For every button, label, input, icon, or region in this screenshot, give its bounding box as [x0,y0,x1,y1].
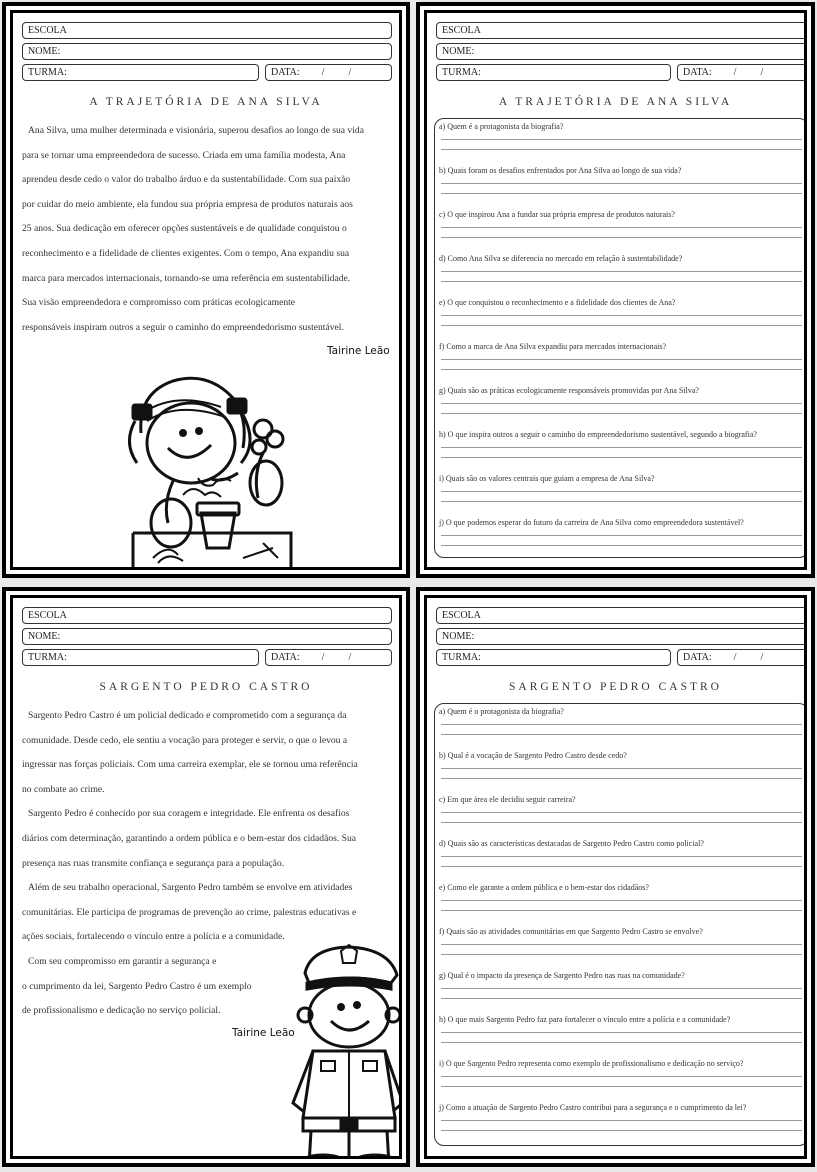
data-field[interactable] [265,64,392,81]
girl-gardening-illustration [113,363,303,567]
worksheet-pedro-questions [416,587,815,1167]
text-line: aprendeu desde cedo o valor do trabalho árduo e da sustentabilidade. Com sua paixão [22,174,351,186]
answer-line[interactable] [441,447,802,448]
answer-line[interactable] [441,1032,802,1033]
text-line: Sargento Pedro é conhecido por sua coragem e integridade. Ele enfrenta os desafios [28,808,350,820]
escola-field[interactable] [436,22,804,39]
question-text: i) Quais são os valores centrais que guiam a empresa de Ana Silva? [439,474,655,483]
question-text: c) O que inspirou Ana a fundar sua própria empresa de produtos naturais? [439,210,675,219]
answer-line[interactable] [441,910,802,911]
text-line: Além de seu trabalho operacional, Sargento Pedro também se envolve em atividades [28,882,353,894]
answer-line[interactable] [441,1120,802,1121]
text-line: Sua visão empreendedora e compromisso com práticas ecologicamente [22,297,296,309]
text-line: ações sociais, fortalecendo o vínculo entre a polícia e a comunidade. [22,931,285,943]
question-text: g) Quais são as práticas ecologicamente responsáveis promovidas por Ana Silva? [439,386,699,395]
answer-line[interactable] [441,778,802,779]
answer-line[interactable] [441,900,802,901]
nome-label: NOME: [442,46,475,57]
nome-label: NOME: [442,631,475,642]
question-text: f) Quais são as atividades comunitárias em que Sargento Pedro Castro se envolve? [439,927,703,936]
answer-line[interactable] [441,535,802,536]
question-text: h) O que inspira outros a seguir o caminho do empreendedorismo sustentável, segundo a biografia? [439,430,757,439]
turma-label: TURMA: [442,652,481,663]
nome-label: NOME: [28,46,61,57]
answer-line[interactable] [441,856,802,857]
date-slash: / [760,67,764,78]
answer-line[interactable] [441,768,802,769]
text-line: presença nas ruas transmite confiança e segurança para a população. [22,857,285,869]
text-line: reconhecimento e a fidelidade de clientes exigentes. Com o tempo, Ana expandiu sua [22,247,350,259]
escola-label: ESCOLA [442,610,481,621]
question-text: j) O que podemos esperar do futuro da carreira de Ana Silva como empreendedora sustentável? [439,518,744,527]
answer-line[interactable] [441,545,802,546]
answer-line[interactable] [441,281,802,282]
question-text: e) Como ele garante a ordem pública e o bem-estar dos cidadãos? [439,883,649,892]
data-label: DATA: [271,67,300,78]
text-line: Ana Silva, uma mulher determinada e visionária, superou desafios ao longo de sua vida [28,125,364,136]
text-line: 25 anos. Sua dedicação em oferecer opções sustentáveis e de qualidade conquistou o [22,223,347,235]
data-field[interactable] [677,64,804,81]
text-line: diários com determinação, garantindo a ordem pública e o bem-estar dos cidadãos. Sua [22,832,357,844]
answer-line[interactable] [441,271,802,272]
answer-line[interactable] [441,734,802,735]
answer-line[interactable] [441,325,802,326]
turma-label: TURMA: [442,67,481,78]
text-line: responsáveis inspiram outros a seguir o caminho do empreendedorismo sustentável. [22,321,344,333]
data-label: DATA: [271,652,300,663]
question-text: g) Qual é o impacto da presença de Sargento Pedro nas ruas na comunidade? [439,971,685,980]
data-field[interactable] [677,649,804,666]
answer-line[interactable] [441,1086,802,1087]
police-officer-illustration [291,943,399,1156]
text-line: marca para mercados internacionais, tornando-se uma referência em sustentabilidade. [22,272,351,284]
worksheet-ana-text [2,2,410,578]
answer-line[interactable] [441,988,802,989]
answer-line[interactable] [441,724,802,725]
date-slash: / [733,67,737,78]
turma-label: TURMA: [28,67,67,78]
text-line: Sargento Pedro Castro é um policial dedicado e comprometido com a segurança da [28,710,347,721]
text-line: Com seu compromisso em garantir a segurança e [28,955,217,967]
questions-box [434,703,804,1146]
date-slash: / [733,652,737,663]
escola-field[interactable] [22,607,392,624]
answer-line[interactable] [441,501,802,502]
page-title: SARGENTO PEDRO CASTRO [99,681,313,693]
text-line: comunitárias. Ele participa de programas de prevenção ao crime, palestras educativas e [22,906,357,918]
answer-line[interactable] [441,227,802,228]
question-text: d) Como Ana Silva se diferencia no mercado em relação à sustentabilidade? [439,254,683,263]
question-text: f) Como a marca de Ana Silva expandiu para mercados internacionais? [439,342,667,351]
date-slash: / [760,652,764,663]
answer-line[interactable] [441,822,802,823]
question-text: h) O que mais Sargento Pedro faz para fortalecer o vínculo entre a polícia e a comunidade? [439,1015,731,1024]
author-signature: Tairine Leão [232,1027,295,1039]
nome-field[interactable] [436,43,804,60]
page-title: A TRAJETÓRIA DE ANA SILVA [89,96,323,108]
text-line: o cumprimento da lei, Sargento Pedro Castro é um exemplo [22,980,252,992]
answer-line[interactable] [441,998,802,999]
turma-field[interactable] [22,649,259,666]
escola-field[interactable] [436,607,804,624]
answer-line[interactable] [441,866,802,867]
answer-line[interactable] [441,359,802,360]
answer-line[interactable] [441,944,802,945]
answer-line[interactable] [441,149,802,150]
answer-line[interactable] [441,812,802,813]
page-title: SARGENTO PEDRO CASTRO [509,681,722,693]
nome-label: NOME: [28,631,61,642]
answer-line[interactable] [441,369,802,370]
answer-line[interactable] [441,457,802,458]
date-slash: / [321,67,325,78]
escola-label: ESCOLA [442,25,481,36]
question-text: b) Qual é a vocação de Sargento Pedro Castro desde cedo? [439,751,627,760]
question-text: a) Quem é o protagonista da biografia? [439,707,564,716]
turma-field[interactable] [436,649,671,666]
escola-label: ESCOLA [28,610,67,621]
author-signature: Tairine Leão [327,345,390,357]
answer-line[interactable] [441,403,802,404]
worksheet-ana-questions [416,2,815,578]
question-text: j) Como a atuação de Sargento Pedro Castro contribui para a segurança e o cumprimento da lei? [439,1103,747,1112]
answer-line[interactable] [441,1130,802,1131]
text-line: no combate ao crime. [22,783,105,795]
data-label: DATA: [683,67,712,78]
answer-line[interactable] [441,193,802,194]
answer-line[interactable] [441,237,802,238]
answer-line[interactable] [441,491,802,492]
question-text: b) Quais foram os desafios enfrentados por Ana Silva ao longo de sua vida? [439,166,682,175]
turma-field[interactable] [436,64,671,81]
date-slash: / [348,652,352,663]
question-text: d) Quais são as características destacadas de Sargento Pedro Castro como policial? [439,839,704,848]
questions-box [434,118,804,558]
nome-field[interactable] [436,628,804,645]
text-line: de profissionalismo e dedicação no serviço policial. [22,1005,221,1017]
escola-field[interactable] [22,22,392,39]
question-text: c) Em que área ele decidiu seguir carreira? [439,795,576,804]
answer-line[interactable] [441,1076,802,1077]
date-slash: / [321,652,325,663]
nome-field[interactable] [22,628,392,645]
escola-label: ESCOLA [28,25,67,36]
page-title: A TRAJETÓRIA DE ANA SILVA [498,96,733,108]
question-text: e) O que conquistou o reconhecimento e a fidelidade dos clientes de Ana? [439,298,676,307]
answer-line[interactable] [441,183,802,184]
turma-field[interactable] [22,64,259,81]
date-slash: / [348,67,352,78]
text-line: por cuidar do meio ambiente, ela fundou sua própria empresa de produtos naturais aos [22,198,353,210]
answer-line[interactable] [441,413,802,414]
turma-label: TURMA: [28,652,67,663]
text-line: ingressar nas forças policiais. Com uma carreira exemplar, ele se tornou uma referência [22,759,358,771]
text-line: comunidade. Desde cedo, ele sentiu a vocação para proteger e servir, o que o levou a [22,734,348,746]
biography-text [22,125,399,346]
question-text: i) O que Sargento Pedro representa como exemplo de profissionalismo e dedicação no serviço? [439,1059,744,1068]
question-text: a) Quem é a protagonista da biografia? [439,122,564,131]
text-line: para se tornar uma empreendedora de sucesso. Criada em uma família modesta, Ana [22,149,346,161]
answer-line[interactable] [441,954,802,955]
worksheet-pedro-text [2,587,410,1167]
nome-field[interactable] [22,43,392,60]
answer-line[interactable] [441,315,802,316]
data-field[interactable] [265,649,392,666]
answer-line[interactable] [441,139,802,140]
answer-line[interactable] [441,1042,802,1043]
data-label: DATA: [683,652,712,663]
